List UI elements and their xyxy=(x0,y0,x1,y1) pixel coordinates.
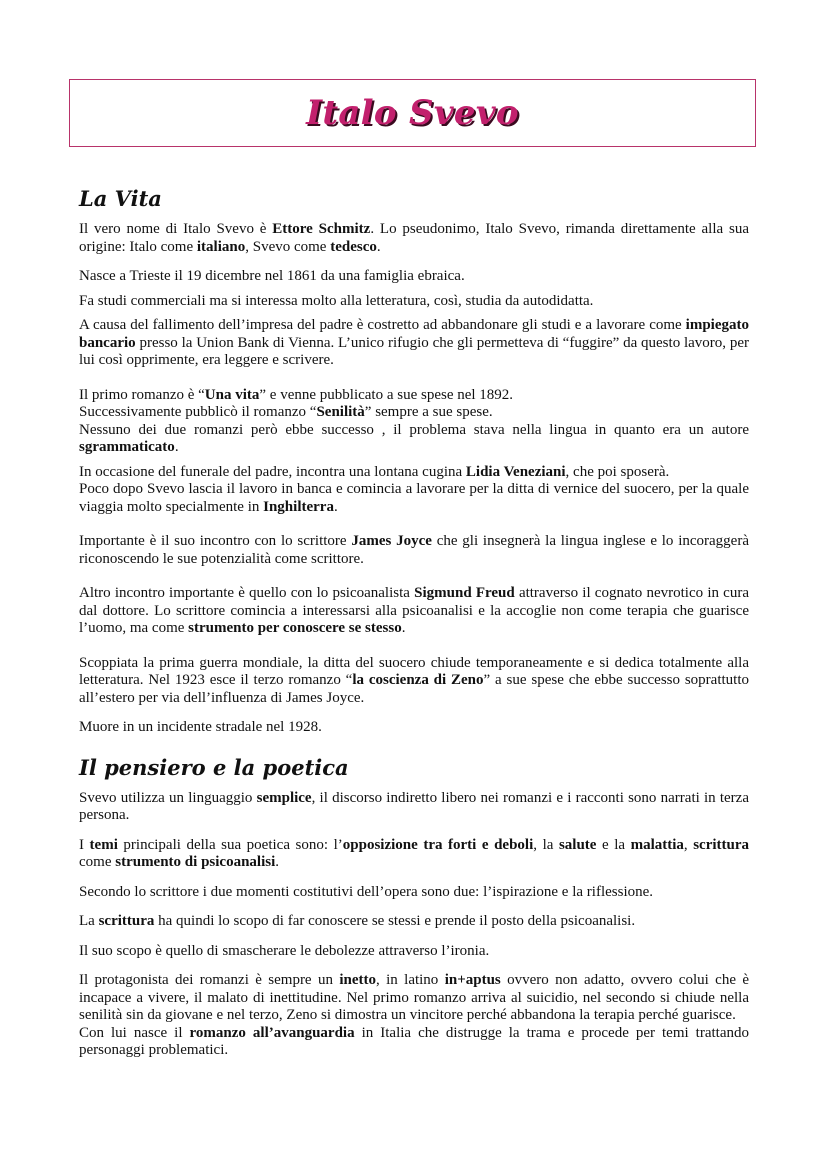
paragraph: Secondo lo scrittore i due momenti costitutivi dell’opera sono due: l’ispirazione e la riflessione. xyxy=(79,883,654,900)
paragraph: Fa studi commerciali ma si interessa molto alla letteratura, così, studia da autodidatta. xyxy=(79,292,594,309)
document-body xyxy=(79,186,749,1072)
paragraph: Svevo utilizza un linguaggio semplice, il discorso indiretto libero nei romanzi e i racconti sono narrati in terza persona. xyxy=(79,789,749,823)
paragraph: Poco dopo Svevo lascia il lavoro in banca e comincia a lavorare per la ditta di vernice del suocero, per la quale viaggia molto specialmente in Inghilterra. xyxy=(79,481,749,515)
paragraph: Il vero nome di Italo Svevo è Ettore Schmitz. Lo pseudonimo, Italo Svevo, rimanda direttamente alla sua origine: Italo come italiano, Svevo come tedesco. xyxy=(79,221,749,255)
section-heading-vita: La Vita xyxy=(79,186,162,211)
paragraph: La scrittura ha quindi lo scopo di far conoscere se stessi e prende il posto della psicoanalisi. xyxy=(79,913,636,929)
paragraph: Muore in un incidente stradale nel 1928. xyxy=(79,719,322,735)
section-heading-poetica: Il pensiero e la poetica xyxy=(79,754,349,780)
title-box xyxy=(69,79,756,147)
document-title: Italo Svevo xyxy=(306,93,519,133)
paragraph: Nasce a Trieste il 19 dicembre nel 1861 da una famiglia ebraica. xyxy=(79,268,465,284)
paragraph: Nessuno dei due romanzi però ebbe successo , il problema stava nella lingua in quanto era un autore sgrammaticato. xyxy=(79,421,749,455)
paragraph: In occasione del funerale del padre, incontra una lontana cugina Lidia Veneziani, che poi sposerà. xyxy=(79,463,670,480)
paragraph: Altro incontro importante è quello con lo psicoanalista Sigmund Freud attraverso il cognato nevrotico in cura dal dottore. Lo scrittore comincia a interessarsi alla psicoanalisi e la accoglie non come terapia che guarisce l’uomo, ma come strumento per conoscere se stesso. xyxy=(79,585,749,636)
paragraph: A causa del fallimento dell’impresa del padre è costretto ad abbandonare gli studi e a lavorare come impiegato bancario presso la Union Bank di Vienna. L’unico rifugio che gli permetteva di “fuggire” da questo lavoro, per lui così opprimente, era leggere e scrivere. xyxy=(79,317,749,368)
paragraph: Importante è il suo incontro con lo scrittore James Joyce che gli insegnerà la lingua inglese e lo incoraggerà riconoscendo le sue potenzialità come scrittore. xyxy=(79,533,749,567)
paragraph: Il protagonista dei romanzi è sempre un inetto, in latino in+aptus ovvero non adatto, ovvero colui che è incapace a vivere, il malato di inettitudine. Nel primo romanzo arriva al suicidio, nel secondo si chiude nella senilità sin da giovane e nel terzo, Zeno si dimostra un vincitore perché abbandona la terapia perché guarisce. xyxy=(79,972,750,1023)
paragraph: Con lui nasce il romanzo all’avanguardia in Italia che distrugge la trama e procede per temi trattando personaggi problematici. xyxy=(79,1024,749,1058)
paragraph: Il suo scopo è quello di smascherare le debolezze attraverso l’ironia. xyxy=(79,942,490,959)
paragraph: Successivamente pubblicò il romanzo “Senilità” sempre a sue spese. xyxy=(79,404,493,420)
paragraph: Scoppiata la prima guerra mondiale, la ditta del suocero chiude temporaneamente e si dedica totalmente alla letteratura. Nel 1923 esce il terzo romanzo “la coscienza di Zeno” a sue spese che ebbe successo soprattutto all’estero per via dell’influenza di James Joyce. xyxy=(79,654,749,706)
paragraph: I temi principali della sua poetica sono: l’opposizione tra forti e deboli, la salute e la malattia, scrittura come strumento di psicoanalisi. xyxy=(79,836,750,870)
paragraph: Il primo romanzo è “Una vita” e venne pubblicato a sue spese nel 1892. xyxy=(79,386,514,403)
